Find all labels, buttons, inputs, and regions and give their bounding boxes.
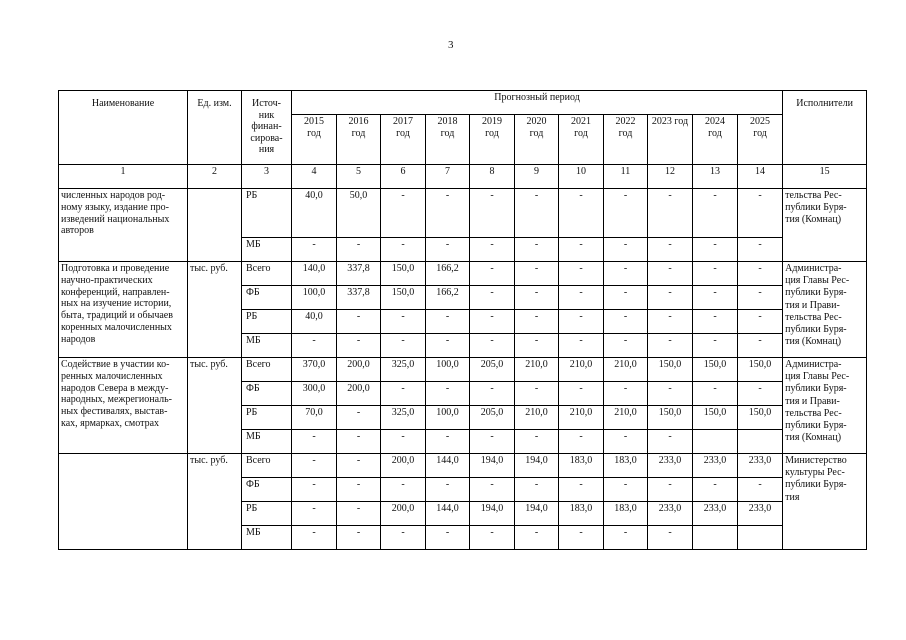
value-cell: 233,0	[738, 454, 783, 478]
value-cell: -	[648, 262, 693, 286]
data-row	[59, 454, 867, 478]
value-cell: -	[648, 310, 693, 334]
header-forecast-period: Прогнозный период	[292, 91, 783, 115]
value-cell: -	[337, 430, 381, 454]
value-cell: -	[738, 189, 783, 238]
value-cell: -	[693, 262, 738, 286]
year-header: 2025 год	[738, 115, 783, 165]
column-number: 11	[604, 165, 648, 189]
value-cell: 233,0	[648, 502, 693, 526]
value-cell: -	[292, 478, 337, 502]
activity-name	[59, 454, 188, 550]
page-number: 3	[448, 39, 454, 51]
unit-cell: тыс. руб.	[188, 454, 242, 550]
value-cell: 194,0	[515, 454, 559, 478]
column-number: 4	[292, 165, 337, 189]
value-cell: -	[426, 478, 470, 502]
value-cell: -	[515, 310, 559, 334]
year-header: 2023 год	[648, 115, 693, 165]
value-cell: -	[559, 238, 604, 262]
value-cell: 183,0	[559, 502, 604, 526]
value-cell: 210,0	[604, 358, 648, 382]
value-cell: -	[559, 430, 604, 454]
value-cell: -	[292, 430, 337, 454]
value-cell: -	[604, 189, 648, 238]
value-cell: -	[470, 189, 515, 238]
value-cell: 144,0	[426, 502, 470, 526]
funding-source: Всего	[242, 454, 292, 478]
year-header: 2018 год	[426, 115, 470, 165]
value-cell: -	[381, 334, 426, 358]
value-cell: -	[381, 526, 426, 550]
value-cell: 200,0	[337, 382, 381, 406]
value-cell: 150,0	[648, 358, 693, 382]
column-number: 5	[337, 165, 381, 189]
funding-source: ФБ	[242, 286, 292, 310]
value-cell: -	[693, 286, 738, 310]
value-cell: 150,0	[381, 286, 426, 310]
value-cell: 150,0	[693, 358, 738, 382]
value-cell: 233,0	[693, 502, 738, 526]
value-cell: -	[426, 526, 470, 550]
year-header: 2020 год	[515, 115, 559, 165]
activity-name: Подготовка и проведение научно-практических конференций, направлен- ных на изучение истории, быта, традиций и обычаев коренных малочисленных народов	[59, 262, 188, 358]
funding-source: РБ	[242, 406, 292, 430]
value-cell: -	[604, 238, 648, 262]
value-cell	[738, 430, 783, 454]
value-cell: -	[381, 430, 426, 454]
value-cell: 325,0	[381, 406, 426, 430]
value-cell: 50,0	[337, 189, 381, 238]
value-cell: -	[337, 406, 381, 430]
header-source: Источ- ник финан- сирова- ния	[242, 91, 292, 165]
value-cell: -	[381, 382, 426, 406]
value-cell: 337,8	[337, 286, 381, 310]
executor-cell: Администра- ция Главы Рес- публики Буря- тия и Прави- тельства Рес- публики Буря- тия (Комнац)	[783, 358, 867, 454]
activity-name: численных народов род- ному языку, издание про- изведений национальных авторов	[59, 189, 188, 262]
value-cell: 205,0	[470, 358, 515, 382]
value-cell: -	[470, 430, 515, 454]
column-number: 7	[426, 165, 470, 189]
value-cell: -	[693, 334, 738, 358]
funding-source: МБ	[242, 430, 292, 454]
table-body	[59, 189, 867, 550]
value-cell: -	[337, 526, 381, 550]
value-cell: -	[693, 238, 738, 262]
value-cell: -	[470, 286, 515, 310]
value-cell: 40,0	[292, 310, 337, 334]
column-number: 9	[515, 165, 559, 189]
funding-source: РБ	[242, 310, 292, 334]
value-cell: -	[559, 334, 604, 358]
value-cell: 150,0	[738, 406, 783, 430]
value-cell: -	[470, 334, 515, 358]
value-cell: -	[604, 526, 648, 550]
value-cell: -	[337, 454, 381, 478]
column-numbers-row	[59, 165, 867, 189]
value-cell: -	[648, 526, 693, 550]
value-cell: -	[426, 334, 470, 358]
value-cell: -	[604, 286, 648, 310]
value-cell: 210,0	[559, 358, 604, 382]
value-cell: 183,0	[604, 502, 648, 526]
value-cell: 210,0	[515, 358, 559, 382]
funding-source: ФБ	[242, 382, 292, 406]
value-cell: 150,0	[738, 358, 783, 382]
unit-cell: тыс. руб.	[188, 262, 242, 358]
value-cell	[738, 526, 783, 550]
value-cell: -	[426, 310, 470, 334]
value-cell: -	[426, 189, 470, 238]
value-cell: 200,0	[337, 358, 381, 382]
value-cell: -	[292, 334, 337, 358]
value-cell: 150,0	[648, 406, 693, 430]
value-cell: 337,8	[337, 262, 381, 286]
column-number: 12	[648, 165, 693, 189]
value-cell: -	[604, 382, 648, 406]
value-cell: 370,0	[292, 358, 337, 382]
value-cell: -	[559, 262, 604, 286]
value-cell: -	[470, 382, 515, 406]
value-cell: -	[426, 430, 470, 454]
value-cell: -	[738, 478, 783, 502]
value-cell: -	[337, 478, 381, 502]
value-cell: 166,2	[426, 262, 470, 286]
value-cell: -	[559, 382, 604, 406]
value-cell: -	[604, 310, 648, 334]
executor-cell: тельства Рес- публики Буря- тия (Комнац)	[783, 189, 867, 262]
value-cell: -	[292, 238, 337, 262]
value-cell: 325,0	[381, 358, 426, 382]
value-cell: 233,0	[648, 454, 693, 478]
value-cell: -	[337, 502, 381, 526]
column-number: 15	[783, 165, 867, 189]
value-cell: -	[515, 526, 559, 550]
year-header: 2022 год	[604, 115, 648, 165]
value-cell: -	[738, 334, 783, 358]
value-cell: -	[559, 189, 604, 238]
header-unit: Ед. изм.	[188, 91, 242, 165]
funding-source: Всего	[242, 262, 292, 286]
value-cell: 200,0	[381, 502, 426, 526]
unit-cell: тыс. руб.	[188, 358, 242, 454]
year-header: 2021 год	[559, 115, 604, 165]
column-number: 6	[381, 165, 426, 189]
value-cell: -	[559, 478, 604, 502]
value-cell: -	[470, 526, 515, 550]
value-cell: -	[693, 310, 738, 334]
value-cell: 100,0	[426, 358, 470, 382]
value-cell: 150,0	[381, 262, 426, 286]
funding-source: РБ	[242, 502, 292, 526]
data-row	[59, 358, 867, 382]
value-cell: -	[470, 310, 515, 334]
value-cell: -	[337, 238, 381, 262]
value-cell: -	[470, 238, 515, 262]
value-cell: -	[648, 334, 693, 358]
value-cell: -	[738, 238, 783, 262]
value-cell: 233,0	[693, 454, 738, 478]
unit-cell	[188, 189, 242, 262]
value-cell: -	[604, 478, 648, 502]
value-cell: -	[515, 382, 559, 406]
value-cell: 100,0	[426, 406, 470, 430]
value-cell: 194,0	[470, 502, 515, 526]
column-number: 3	[242, 165, 292, 189]
executor-cell: Министерство культуры Рес- публики Буря- тия	[783, 454, 867, 550]
value-cell: -	[604, 262, 648, 286]
value-cell: 194,0	[515, 502, 559, 526]
value-cell: -	[604, 430, 648, 454]
value-cell: -	[693, 478, 738, 502]
value-cell: -	[381, 238, 426, 262]
value-cell: -	[648, 478, 693, 502]
value-cell: -	[470, 478, 515, 502]
value-cell: -	[738, 286, 783, 310]
value-cell: -	[515, 478, 559, 502]
value-cell: -	[604, 334, 648, 358]
header-executors: Исполнители	[783, 91, 867, 165]
value-cell: -	[515, 286, 559, 310]
column-number: 2	[188, 165, 242, 189]
value-cell: -	[337, 310, 381, 334]
value-cell: -	[292, 526, 337, 550]
value-cell: -	[515, 430, 559, 454]
value-cell: -	[515, 189, 559, 238]
value-cell: -	[559, 286, 604, 310]
funding-source: ФБ	[242, 478, 292, 502]
value-cell: -	[559, 310, 604, 334]
value-cell: -	[381, 189, 426, 238]
year-header: 2017 год	[381, 115, 426, 165]
funding-source: МБ	[242, 526, 292, 550]
activity-name: Содействие в участии ко- ренных малочисленных народов Севера в между- народных, межрегиональ- ных фестивалях, выстав- ках, ярмарках, смотрах	[59, 358, 188, 454]
value-cell: -	[693, 189, 738, 238]
year-header: 2019 год	[470, 115, 515, 165]
year-header: 2016 год	[337, 115, 381, 165]
value-cell	[693, 526, 738, 550]
header-name: Наименование	[59, 91, 188, 165]
value-cell: -	[381, 478, 426, 502]
value-cell: -	[738, 382, 783, 406]
value-cell: 210,0	[604, 406, 648, 430]
value-cell: -	[515, 334, 559, 358]
value-cell: 205,0	[470, 406, 515, 430]
value-cell: -	[515, 262, 559, 286]
value-cell: 183,0	[559, 454, 604, 478]
value-cell: 210,0	[559, 406, 604, 430]
value-cell: 144,0	[426, 454, 470, 478]
value-cell: -	[426, 382, 470, 406]
value-cell: 233,0	[738, 502, 783, 526]
value-cell: -	[648, 382, 693, 406]
column-number: 14	[738, 165, 783, 189]
value-cell: 300,0	[292, 382, 337, 406]
value-cell: -	[292, 454, 337, 478]
year-header: 2015 год	[292, 115, 337, 165]
funding-source: Всего	[242, 358, 292, 382]
value-cell: 40,0	[292, 189, 337, 238]
program-funding-table	[58, 90, 867, 550]
value-cell	[693, 430, 738, 454]
value-cell: -	[470, 262, 515, 286]
data-row	[59, 189, 867, 238]
value-cell: -	[381, 310, 426, 334]
value-cell: -	[648, 430, 693, 454]
data-row	[59, 262, 867, 286]
value-cell: 210,0	[515, 406, 559, 430]
value-cell: 100,0	[292, 286, 337, 310]
header-row	[59, 91, 867, 115]
value-cell: -	[648, 286, 693, 310]
value-cell: 194,0	[470, 454, 515, 478]
value-cell: 140,0	[292, 262, 337, 286]
column-number: 13	[693, 165, 738, 189]
value-cell: 150,0	[693, 406, 738, 430]
value-cell: -	[693, 382, 738, 406]
value-cell: -	[292, 502, 337, 526]
value-cell: -	[515, 238, 559, 262]
column-number: 8	[470, 165, 515, 189]
value-cell: -	[648, 189, 693, 238]
executor-cell: Администра- ция Главы Рес- публики Буря- тия и Прави- тельства Рес- публики Буря- тия (Комнац)	[783, 262, 867, 358]
funding-source: МБ	[242, 334, 292, 358]
column-number: 10	[559, 165, 604, 189]
year-header: 2024 год	[693, 115, 738, 165]
funding-source: РБ	[242, 189, 292, 238]
value-cell: -	[738, 262, 783, 286]
value-cell: -	[337, 334, 381, 358]
value-cell: -	[559, 526, 604, 550]
value-cell: -	[426, 238, 470, 262]
value-cell: 166,2	[426, 286, 470, 310]
column-number: 1	[59, 165, 188, 189]
value-cell: 70,0	[292, 406, 337, 430]
value-cell: -	[738, 310, 783, 334]
value-cell: -	[648, 238, 693, 262]
funding-source: МБ	[242, 238, 292, 262]
value-cell: 183,0	[604, 454, 648, 478]
value-cell: 200,0	[381, 454, 426, 478]
